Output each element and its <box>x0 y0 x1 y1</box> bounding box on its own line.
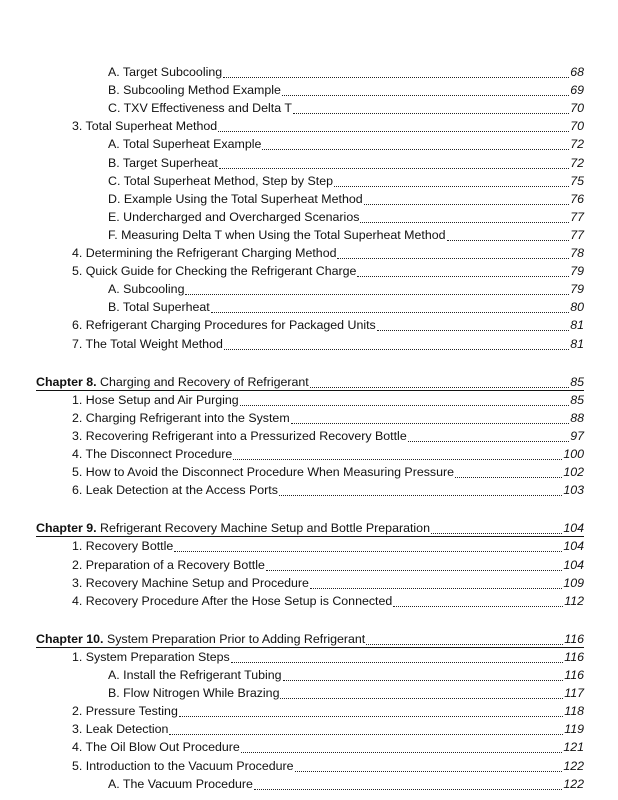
toc-entry-title <box>72 481 279 499</box>
page-number: 116 <box>564 649 584 664</box>
toc-chapter-heading <box>0 373 618 391</box>
entry-text: B. Target Superheat <box>108 155 218 170</box>
toc-entry-title <box>108 684 280 702</box>
entry-text: B. Subcooling Method Example <box>108 83 281 98</box>
dot-leader <box>366 642 563 645</box>
dot-leader <box>241 750 563 753</box>
toc-chapter-heading <box>0 630 618 648</box>
dot-leader <box>455 475 562 478</box>
toc-entry <box>0 190 618 208</box>
toc-entry-title <box>108 208 360 226</box>
dot-leader <box>310 586 562 589</box>
page-number: 116 <box>564 631 584 646</box>
toc-entry <box>0 684 618 702</box>
entry-text: A. Total Superheat Example <box>108 137 262 152</box>
chapter-number: Chapter 9. <box>36 521 97 536</box>
dot-leader <box>360 220 569 223</box>
chapter-number: Chapter 10. <box>36 631 104 646</box>
dot-leader <box>174 549 562 552</box>
dot-leader <box>408 439 569 442</box>
entry-text: 5. Introduction to the Vacuum Procedure <box>72 758 294 773</box>
dot-leader <box>310 385 569 388</box>
page-number: 103 <box>563 483 584 498</box>
entry-text: Charging and Recovery of Refrigerant <box>100 374 309 389</box>
toc-entry-title <box>108 775 254 793</box>
entry-text: System Preparation Prior to Adding Refrigerant <box>106 631 366 646</box>
toc-entry-title <box>36 519 431 537</box>
dot-leader <box>334 184 569 187</box>
page-number: 116 <box>564 668 584 682</box>
page-number: 70 <box>570 101 584 116</box>
toc-chapter-heading <box>0 519 618 537</box>
toc-entry <box>0 154 618 172</box>
page-number: 118 <box>564 704 584 719</box>
toc-entry <box>0 775 618 793</box>
toc-entry-title <box>72 592 393 610</box>
chapter-number: Chapter 8. <box>36 374 97 389</box>
toc-entry <box>0 391 618 409</box>
toc-entry <box>0 427 618 445</box>
dot-leader <box>223 75 569 78</box>
entry-text: 3. Total Superheat Method <box>72 119 218 134</box>
entry-text: 2. Charging Refrigerant into the System <box>72 410 290 425</box>
toc-entry-title <box>72 391 240 409</box>
toc-entry-title <box>72 244 337 262</box>
entry-text: 6. Refrigerant Charging Procedures for Packaged Units <box>72 318 376 333</box>
dot-leader <box>179 714 563 717</box>
page-number: 76 <box>570 191 584 206</box>
toc-entry-title <box>72 427 408 445</box>
entry-text: 4. Recovery Procedure After the Hose Setup is Connected <box>72 593 393 608</box>
entry-text: F. Measuring Delta T when Using the Total Superheat Method <box>108 227 446 242</box>
dot-leader <box>431 531 562 534</box>
entry-text: 1. Hose Setup and Air Purging <box>72 392 239 407</box>
toc-entry-title <box>72 117 218 135</box>
dot-leader <box>291 421 570 424</box>
toc-entry <box>0 648 618 666</box>
toc-entry-title <box>108 154 219 172</box>
toc-entry-title <box>72 738 241 756</box>
entry-text: D. Example Using the Total Superheat Method <box>108 191 363 206</box>
toc-entry-title <box>72 262 357 280</box>
dot-leader <box>218 129 569 132</box>
page-number: 122 <box>563 776 584 791</box>
dot-leader <box>219 166 569 169</box>
entry-text: 4. The Disconnect Procedure <box>72 447 233 461</box>
toc-entry <box>0 244 618 262</box>
toc-entry-title <box>72 574 310 592</box>
page-number: 77 <box>570 227 584 242</box>
page-number: 109 <box>563 575 584 590</box>
page-number: 121 <box>563 740 584 755</box>
toc-entry-title <box>72 316 377 334</box>
toc-entry-title <box>108 81 282 99</box>
dot-leader <box>211 310 569 313</box>
dot-leader <box>224 347 569 350</box>
page-number: 104 <box>563 521 584 536</box>
page-number: 104 <box>563 539 584 554</box>
page-number: 81 <box>570 318 584 333</box>
entry-text: 1. System Preparation Steps <box>72 649 230 664</box>
entry-text: E. Undercharged and Overcharged Scenarios <box>108 209 360 224</box>
toc-entry <box>0 445 618 463</box>
page-number: 97 <box>570 428 584 443</box>
toc-entry-title <box>108 666 283 684</box>
entry-text: C. Total Superheat Method, Step by Step <box>108 173 334 188</box>
entry-text: 6. Leak Detection at the Access Ports <box>72 483 278 498</box>
entry-text: A. The Vacuum Procedure <box>108 776 253 791</box>
dot-leader <box>233 457 562 460</box>
entry-text: 5. How to Avoid the Disconnect Procedure When Measuring Pressure <box>72 465 455 480</box>
page-number: 72 <box>570 137 584 152</box>
page-number: 72 <box>570 155 584 170</box>
toc-entry <box>0 592 618 610</box>
entry-text: 2. Preparation of a Recovery Bottle <box>72 557 265 572</box>
page-number: 78 <box>570 246 584 260</box>
dot-leader <box>295 769 563 772</box>
toc-entry-title <box>72 648 231 666</box>
toc-entry-title <box>108 172 334 190</box>
toc-entry <box>0 226 618 244</box>
dot-leader <box>254 787 562 790</box>
page-number: 85 <box>570 392 584 407</box>
toc-entry-title <box>108 63 223 81</box>
entry-text: C. TXV Effectiveness and Delta T <box>108 101 292 116</box>
page-number: 77 <box>570 209 584 224</box>
entry-text: A. Install the Refrigerant Tubing <box>108 668 282 682</box>
toc-entry <box>0 99 618 117</box>
toc-entry <box>0 298 618 316</box>
toc-entry-title <box>108 190 364 208</box>
dot-leader <box>364 202 570 205</box>
entry-text: A. Target Subcooling <box>108 65 223 79</box>
toc-entry-title <box>108 280 185 298</box>
toc-entry-title <box>72 445 233 463</box>
toc-entry-title <box>36 630 366 648</box>
dot-leader <box>393 604 563 607</box>
toc-entry-title <box>108 99 293 117</box>
toc-entry <box>0 720 618 738</box>
toc-entry-title <box>72 556 266 574</box>
toc-entry <box>0 537 618 555</box>
page-number: 122 <box>563 758 584 773</box>
toc-entry-title <box>72 409 291 427</box>
page-number: 100 <box>563 447 584 461</box>
entry-text: 3. Recovery Machine Setup and Procedure <box>72 575 309 590</box>
dot-leader <box>357 274 569 277</box>
entry-text: 3. Leak Detection <box>72 722 169 737</box>
page-number: 85 <box>570 374 584 389</box>
entry-text: A. Subcooling <box>108 282 185 297</box>
toc-entry <box>0 63 618 81</box>
toc-entry-title <box>72 335 224 353</box>
toc-entry-title <box>108 226 447 244</box>
dot-leader <box>185 292 569 295</box>
page-number: 79 <box>570 282 584 297</box>
page-number: 117 <box>564 686 584 701</box>
entry-text: 7. The Total Weight Method <box>72 336 223 351</box>
toc-entry <box>0 208 618 226</box>
entry-text: B. Flow Nitrogen While Brazing <box>108 686 280 701</box>
toc-entry <box>0 262 618 280</box>
entry-text: 2. Pressure Testing <box>72 704 178 719</box>
page-number: 104 <box>563 557 584 572</box>
entry-text: 5. Quick Guide for Checking the Refrigerant Charge <box>72 264 357 279</box>
toc-entry <box>0 666 618 684</box>
entry-text: 1. Recovery Bottle <box>72 539 174 554</box>
toc-entry-title <box>72 702 179 720</box>
toc-entry <box>0 316 618 334</box>
toc-entry <box>0 757 618 775</box>
page-number: 69 <box>570 83 584 98</box>
entry-text: B. Total Superheat <box>108 300 210 315</box>
toc-entry <box>0 280 618 298</box>
toc-entry <box>0 117 618 135</box>
dot-leader <box>282 93 569 96</box>
toc-entry-title <box>72 757 295 775</box>
dot-leader <box>240 403 570 406</box>
toc-entry <box>0 574 618 592</box>
toc-entry-title <box>72 463 455 481</box>
toc-entry <box>0 135 618 153</box>
page-number: 80 <box>570 300 584 315</box>
dot-leader <box>262 147 569 150</box>
dot-leader <box>337 256 569 259</box>
toc-entry-title <box>72 537 174 555</box>
toc-entry-title <box>72 720 169 738</box>
dot-leader <box>283 678 564 681</box>
dot-leader <box>279 493 562 496</box>
toc-entry <box>0 556 618 574</box>
toc-entry-title <box>36 373 310 391</box>
toc-entry <box>0 463 618 481</box>
toc-entry <box>0 738 618 756</box>
page-number: 81 <box>570 336 584 351</box>
toc-entry-title <box>108 298 211 316</box>
page-number: 112 <box>564 593 584 608</box>
dot-leader <box>231 660 564 663</box>
toc-entry <box>0 481 618 499</box>
dot-leader <box>169 732 563 735</box>
entry-text: 4. The Oil Blow Out Procedure <box>72 740 240 755</box>
page-number: 68 <box>570 65 584 79</box>
entry-text: Refrigerant Recovery Machine Setup and Bottle Preparation <box>100 521 430 536</box>
toc-entry <box>0 81 618 99</box>
page-number: 79 <box>570 264 584 279</box>
dot-leader <box>293 111 569 114</box>
page-number: 119 <box>564 722 584 737</box>
entry-text: 3. Recovering Refrigerant into a Pressurized Recovery Bottle <box>72 428 407 443</box>
dot-leader <box>447 238 570 241</box>
toc-entry <box>0 702 618 720</box>
page-number: 88 <box>570 410 584 425</box>
dot-leader <box>280 696 563 699</box>
toc-entry <box>0 172 618 190</box>
toc-entry <box>0 335 618 353</box>
page-number: 102 <box>563 465 584 480</box>
page-number: 70 <box>570 119 584 134</box>
entry-text: 4. Determining the Refrigerant Charging Method <box>72 246 337 260</box>
toc-entry-title <box>108 135 262 153</box>
toc-entry <box>0 409 618 427</box>
page-number: 75 <box>570 173 584 188</box>
dot-leader <box>266 568 562 571</box>
dot-leader <box>377 328 569 331</box>
